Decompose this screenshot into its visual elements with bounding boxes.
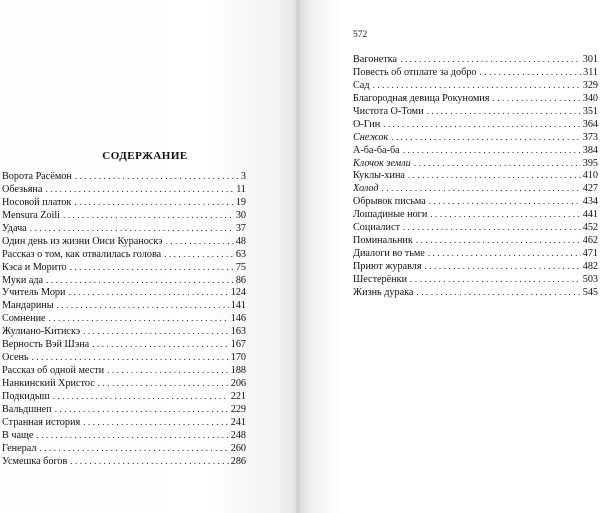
toc-dot-leader [98,378,229,391]
toc-dot-leader [75,171,239,184]
toc-entry [2,391,246,404]
toc-entry [2,223,246,236]
toc-entry-title: Холод [353,183,379,195]
page-number: 572 [353,30,368,40]
toc-dot-leader [430,209,580,222]
toc-entry-page: 163 [230,326,246,338]
toc-entry [2,171,246,184]
toc-entry-page: 434 [582,196,598,208]
toc-entry-title: Муки ада [2,274,44,286]
toc-dot-leader [32,352,229,365]
toc-entry-title: Mensura Zoili [2,209,61,221]
toc-dot-leader [36,430,228,443]
toc-entry-title: Вальдшнеп [2,403,52,415]
toc-entry-page: 364 [582,118,598,130]
toc-entry [353,196,598,209]
toc-entry [2,365,246,378]
toc-entry-page: 124 [230,287,246,299]
toc-entry [2,313,246,326]
toc-entry-page: 86 [235,274,246,286]
toc-entry-page: 188 [230,365,246,377]
toc-entry [2,339,246,352]
toc-entry [353,80,598,93]
toc-entry-page: 19 [235,196,246,208]
toc-entry [353,67,598,80]
toc-entry [353,274,598,287]
toc-entry [2,456,246,469]
toc-dot-leader [70,456,228,469]
toc-dot-leader [492,93,580,106]
toc-entry-page: 384 [582,144,598,156]
toc-entry [353,106,598,119]
toc-entry-page: 471 [582,248,598,260]
toc-entry [2,184,246,197]
toc-entry [2,443,246,456]
toc-entry-title: Странная история [2,416,81,428]
toc-dot-leader [83,417,229,430]
toc-dot-leader [408,170,581,183]
toc-dot-leader [70,262,234,275]
toc-dot-leader [400,54,581,67]
toc-entry [2,210,246,223]
toc-entry-page: 11 [236,183,246,195]
toc-entry-page: 373 [582,131,598,143]
toc-entry-page: 395 [582,157,598,169]
toc-entry [353,158,598,171]
toc-entry-title: Обрывок письма [353,196,426,208]
toc-entry [353,235,598,248]
toc-dot-leader [83,326,229,339]
toc-entry-title: Обезьяна [2,183,43,195]
toc-entry-title: Куклы-хина [353,170,405,182]
toc-entry-title: Учитель Мори [2,287,66,299]
toc-entry-title: Вагонетка [353,54,398,65]
toc-dot-leader [410,274,581,287]
toc-entry-page: 248 [230,429,246,441]
toc-dot-leader [427,106,581,119]
toc-entry-title: Жулиано-Китискэ [2,326,81,338]
toc-dot-leader [63,210,234,223]
toc-entry [2,262,246,275]
toc-entry-title: Социалист [353,222,400,234]
toc-entry-title: Шестерёнки [353,273,408,285]
toc-entry-title: Удача [2,222,27,234]
toc-entry-title: Ворота Расёмон [2,171,72,182]
toc-dot-leader [416,235,581,248]
toc-entry-title: Приют журавля [353,261,422,272]
toc-dot-leader [479,67,581,80]
toc-dot-leader [57,300,229,313]
toc-entry-page: 482 [582,261,598,272]
toc-dot-leader [53,391,229,404]
toc-entry-title: Чистота О-Томи [353,105,424,117]
toc-entry-title: Усмешка богов [2,455,68,467]
toc-entry-page: 48 [235,235,246,247]
toc-dot-leader [166,236,234,249]
toc-entry-page: 301 [582,54,598,65]
toc-entry-page: 167 [230,339,246,351]
toc-dot-leader [92,339,229,352]
toc-entry [2,430,246,443]
toc-entry [353,261,598,274]
contents-heading: СОДЕРЖАНИЕ [102,150,188,162]
toc-dot-leader [107,365,229,378]
toc-dot-leader [68,287,228,300]
toc-entry [2,300,246,313]
toc-entry-title: Поминальник [353,235,413,247]
toc-right-list [353,54,598,300]
toc-entry-title: Осень [2,352,29,364]
toc-entry [2,197,246,210]
toc-entry-title: О-Гин [353,118,381,130]
toc-entry [2,249,246,262]
toc-entry-page: 329 [582,79,598,91]
toc-entry [353,145,598,158]
toc-entry-title: Генерал [2,442,37,454]
toc-entry-page: 340 [582,92,598,104]
toc-dot-leader [49,313,229,326]
toc-dot-leader [382,183,581,196]
toc-entry [353,222,598,235]
toc-entry-page: 30 [235,209,246,221]
toc-dot-leader [403,222,581,235]
toc-entry [353,170,598,183]
toc-dot-leader [416,287,580,300]
toc-entry-title: Нанкинский Христос [2,378,95,389]
toc-entry [2,287,246,300]
toc-entry-title: Кэса и Морито [2,261,67,273]
toc-entry [353,248,598,261]
toc-dot-leader [55,404,229,417]
toc-dot-leader [74,197,234,210]
toc-entry-page: 141 [230,300,246,312]
toc-entry-title: Жизнь дурака [353,286,414,298]
toc-entry-page: 260 [230,442,246,454]
toc-entry-title: Рассказ о том, как отвалилась голова [2,248,162,260]
toc-entry-page: 170 [230,352,246,364]
toc-left-list [2,171,246,469]
toc-entry-page: 63 [235,248,246,260]
toc-entry-title: Подкидыш [2,390,50,402]
toc-entry-page: 351 [582,105,598,117]
toc-entry-page: 221 [230,390,246,402]
toc-dot-leader [429,196,581,209]
toc-entry [2,275,246,288]
toc-entry [353,119,598,132]
toc-entry-page: 206 [230,378,246,389]
toc-entry-page: 286 [230,455,246,467]
toc-entry-title: Повесть об отплате за добро [353,66,477,78]
toc-entry-page: 452 [582,222,598,234]
toc-dot-leader [30,223,234,236]
toc-entry-title: Снежок [353,131,389,143]
toc-entry-title: Диалоги во тьме [353,248,425,260]
toc-dot-leader [391,132,581,145]
toc-entry [353,132,598,145]
toc-entry [353,93,598,106]
toc-dot-leader [403,145,581,158]
toc-entry-page: 503 [582,273,598,285]
toc-entry [353,287,598,300]
toc-dot-leader [39,443,228,456]
toc-entry-title: Сомнение [2,313,46,325]
toc-entry-title: Лошадиные ноги [353,209,428,221]
toc-entry-title: Мандарины [2,300,54,312]
toc-entry-page: 229 [230,403,246,415]
toc-entry-page: 462 [582,235,598,247]
toc-entry [2,417,246,430]
toc-entry [2,404,246,417]
toc-entry-title: Клочок земли [353,157,411,169]
toc-entry-page: 37 [235,222,246,234]
toc-entry-page: 441 [582,209,598,221]
toc-entry-title: В чаще [2,429,34,441]
toc-dot-leader [45,184,234,197]
toc-entry-page: 311 [583,66,598,78]
toc-dot-leader [428,248,581,261]
toc-entry-title: Сад [353,79,370,91]
toc-dot-leader [164,249,234,262]
toc-entry [353,183,598,196]
toc-dot-leader [425,261,581,274]
toc-entry [2,236,246,249]
toc-entry-page: 241 [230,416,246,428]
toc-entry-title: Верность Вэй Шэна [2,339,90,351]
toc-entry [2,352,246,365]
toc-entry-page: 3 [240,171,246,182]
toc-dot-leader [414,158,581,171]
toc-entry-title: А-ба-ба-ба [353,144,400,156]
toc-entry-title: Один день из жизни Оиси Куранoскэ [2,235,163,247]
toc-entry [2,326,246,339]
toc-entry-title: Благородная девица Рокуномия [353,92,490,104]
toc-entry [353,54,598,67]
toc-dot-leader [373,80,581,93]
toc-entry [2,378,246,391]
toc-entry [353,209,598,222]
toc-entry-page: 75 [235,261,246,273]
toc-dot-leader [383,119,581,132]
toc-entry-title: Рассказ об одной мести [2,365,105,377]
toc-entry-page: 545 [582,286,598,298]
toc-entry-page: 410 [582,170,598,182]
toc-entry-page: 427 [582,183,598,195]
toc-dot-leader [46,275,234,288]
toc-entry-page: 146 [230,313,246,325]
toc-entry-title: Носовой платок [2,196,72,208]
